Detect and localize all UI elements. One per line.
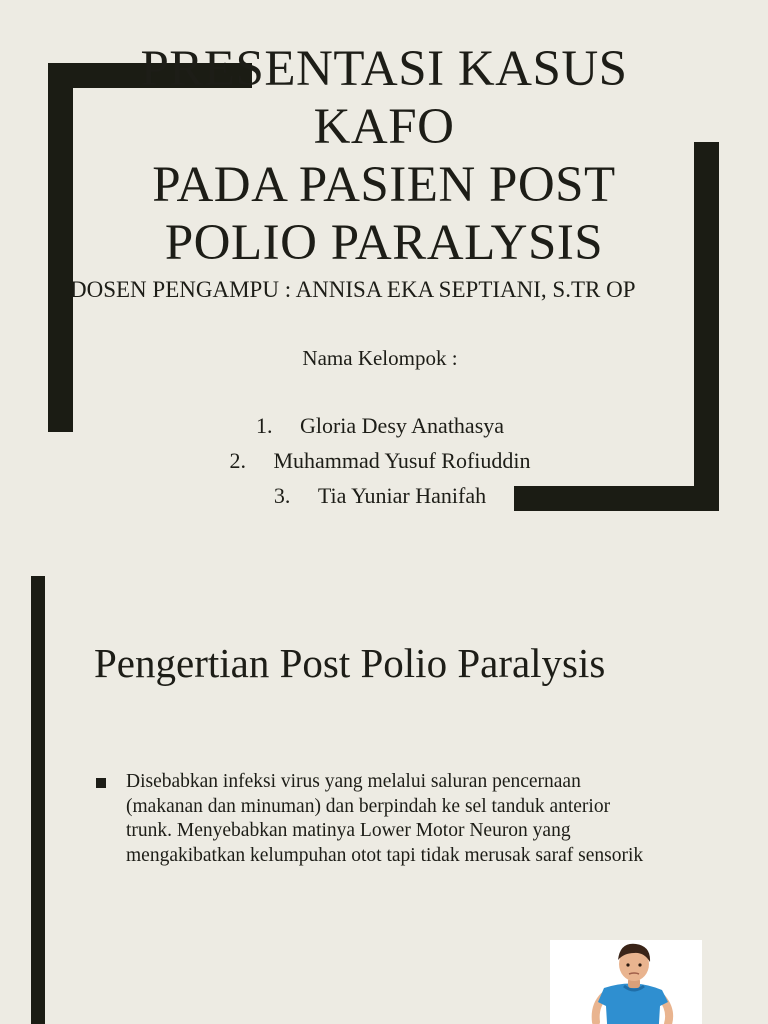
child-illustration-icon bbox=[550, 940, 702, 1024]
child-illustration-image bbox=[550, 940, 702, 1024]
slide-title bbox=[60, 40, 708, 272]
accent-bar bbox=[31, 576, 45, 1024]
bullet-item bbox=[94, 770, 654, 868]
bullet-text: Disebabkan infeksi virus yang melalui saluran pencernaan (makanan dan minuman) dan berpindah ke sel tanduk anterior trunk. Menyebabkan matinya Lower Motor Neuron yang mengakibatkan kelumpuhan otot tapi tidak merusak saraf sensorik bbox=[126, 771, 644, 866]
lecturer-line: DOSEN PENGAMPU : ANNISA EKA SEPTIANI, S.TR OP bbox=[70, 277, 636, 302]
title-line: PADA PASIEN POST bbox=[152, 157, 616, 213]
member-name: Muhammad Yusuf Rofiuddin bbox=[273, 448, 531, 473]
member-number: 2. bbox=[229, 448, 246, 473]
member-number: 3. bbox=[273, 483, 291, 508]
member-item bbox=[0, 478, 760, 513]
bullet-list bbox=[94, 770, 654, 868]
member-name: Gloria Desy Anathasya bbox=[299, 413, 505, 438]
group-label: Nama Kelompok : bbox=[302, 346, 458, 370]
member-name: Tia Yuniar Hanifah bbox=[317, 483, 487, 508]
title-line: KAFO bbox=[313, 99, 455, 155]
member-number: 1. bbox=[255, 413, 273, 438]
title-line: POLIO PARALYSIS bbox=[164, 215, 604, 271]
definition-slide bbox=[0, 548, 768, 1024]
member-list bbox=[0, 408, 760, 513]
section-title: Pengertian Post Polio Paralysis bbox=[94, 640, 606, 686]
member-item bbox=[0, 443, 760, 478]
title-line: PRESENTASI KASUS bbox=[140, 41, 628, 97]
square-bullet-icon bbox=[96, 778, 106, 788]
member-item bbox=[0, 408, 760, 443]
